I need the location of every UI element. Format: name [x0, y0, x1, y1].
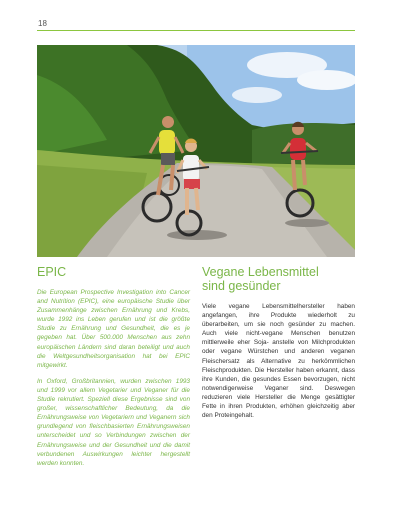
- page-number: 18: [38, 19, 47, 28]
- epic-heading: EPIC: [37, 265, 67, 279]
- cyclists-photo: [37, 45, 355, 257]
- vegan-heading: Vegane Lebensmittel sind gesünder: [202, 265, 319, 293]
- epic-paragraph-1: Die European Prospective Investigation into Cancer and Nutrition (EPIC), eine europäische Studie über Zusammenhänge zwischen Ernährung und Krebs, wurde 1992 ins Leben gerufen und ist die größte Studie zu Ernährung und Gesundheit, die es je gegeben hat. Über 500.000 Menschen aus zehn europäischen Ländern sind daran beteiligt und auch die Weltgesundheitsorganisation hat bei EPIC mitgewirkt.: [37, 289, 190, 369]
- vegan-paragraph: Viele vegane Lebensmittelhersteller haben angefangen, ihre Produkte wiederholt zu überarbeiten, um sie noch gesünder zu machen. Auch viele nicht-vegane Menschen benutzen mittlerweile eher Soja- anstelle von Milchprodukten oder vegane Würstchen und anderen veganen Fleischersatz als Alternative zu herkömmlichen Fleischprodukten. Die Hersteller haben erkannt, dass ihre Kunden, die gesundes Essen bevorzugen, nicht notwendigerweise Veganer sind. Deswegen reduzieren viele Hersteller die Menge gesättigter Fette in ihren Produkten, erhöhen gleichzeitig aber den Proteingehalt.: [202, 303, 355, 420]
- left-column: [37, 265, 190, 475]
- epic-paragraph-2: In Oxford, Großbritannien, wurden zwischen 1993 und 1999 vor allem Vegetarier und Veganer für die Studie rekrutiert. Speziell diese Ergebnisse sind von großer, wissenschaftlicher Bedeutung, da die Ernährungsweise von Vegetariern und Veganern sich grundlegend von fleischbasierten Ernährungsweisen unterscheidet und so Verbindungen zwischen der Ernährungsweise und der Gesundheit und die damit verbundenen Auswirkungen leichter hergestellt werden konnten.: [37, 377, 190, 467]
- header-rule: [37, 30, 355, 31]
- right-column: [202, 265, 355, 420]
